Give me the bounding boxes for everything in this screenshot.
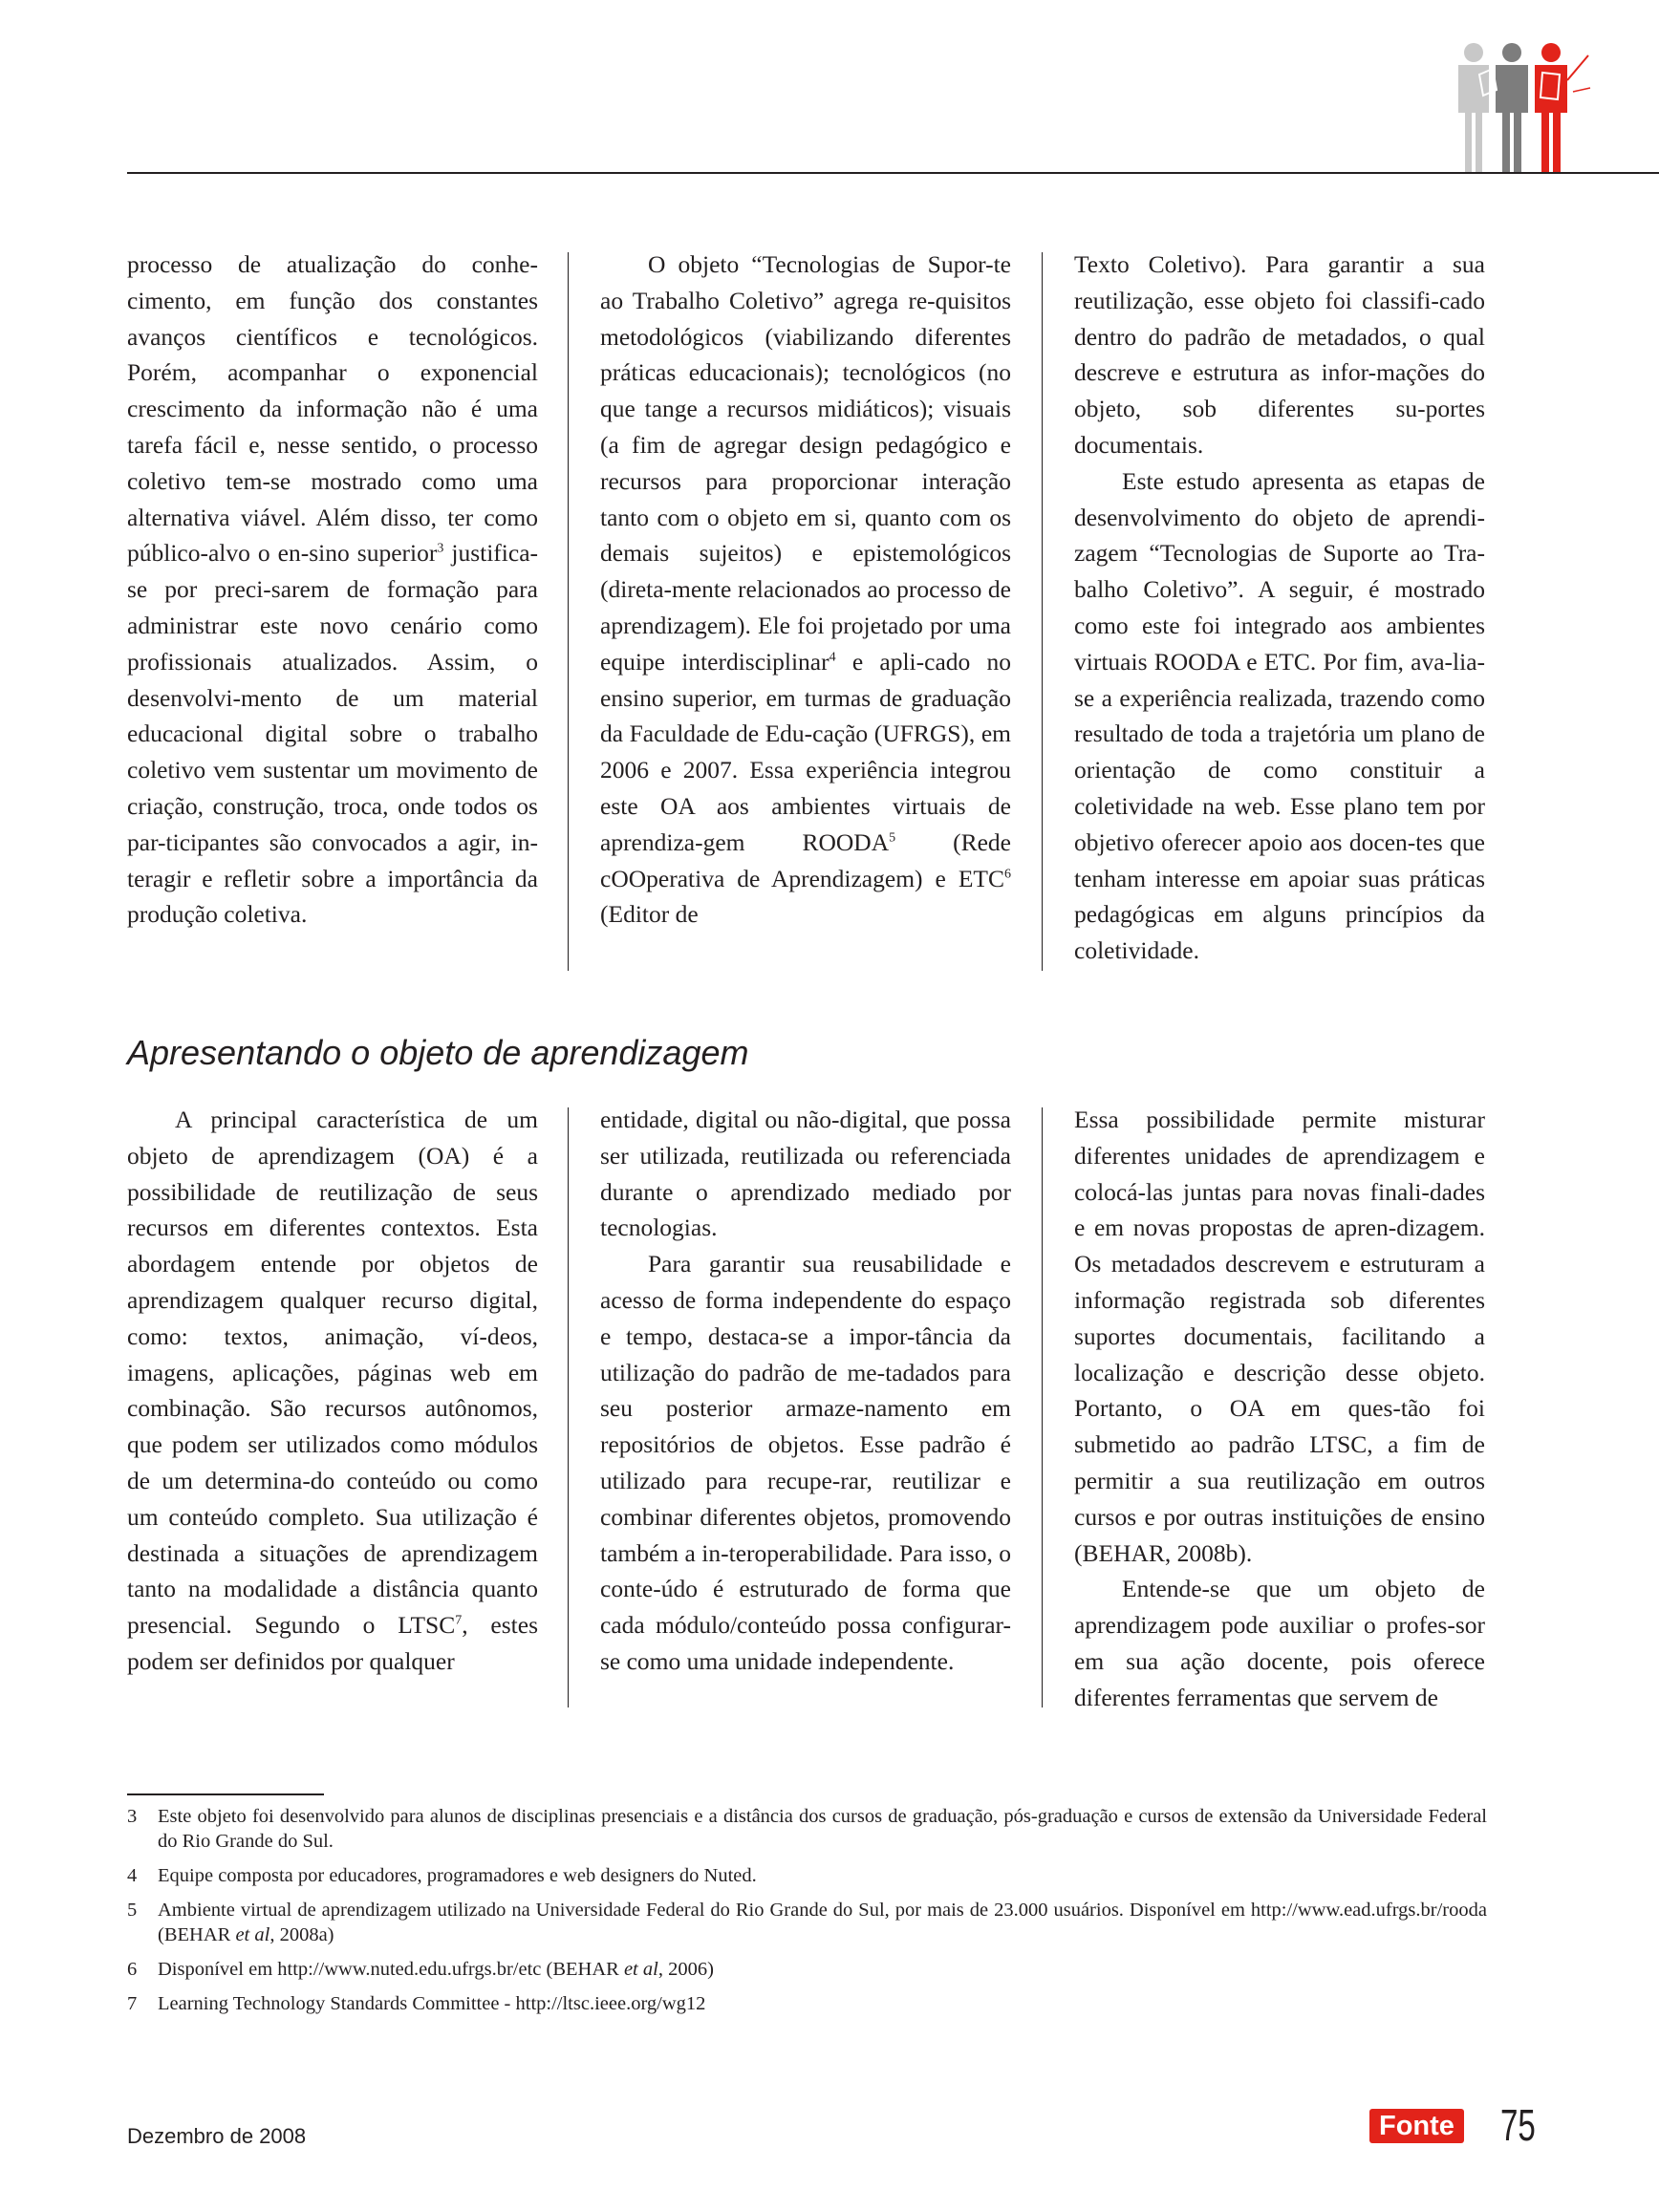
text-run: Learning Technology Standards Committee - http://ltsc.ieee.org/wg12 (158, 1993, 706, 2014)
text-column-bottom-1 (127, 1102, 538, 1680)
header-rule (127, 172, 1659, 174)
footnote-text (158, 1991, 1487, 2016)
text-column-top-1 (127, 247, 538, 933)
footnote-text (158, 1863, 1487, 1888)
text-run: Disponível em http://www.nuted.edu.ufrgs.br/etc (BEHAR (158, 1959, 624, 1980)
text-run: Essa possibilidade permite misturar diferentes unidades de aprendizagem e colocá-las juntas para novas finali-dades e em novas propostas de apren-dizagem. Os metadados descrevem e estruturam a informação registrada sob diferentes suportes documentais, facilitando a localização e descrição desse objeto. Portanto, o OA em ques-tão foi submetido ao padrão LTSC, a fim de permitir a sua reutilização em outros cursos e por outras instituições de ensino (BEHAR, 2008b). (1074, 1106, 1485, 1567)
text-run: O objeto “Tecnologias de Supor-te ao Trabalho Coletivo” agrega re-quisitos metodológicos (viabilizando diferentes práticas educacionais); tecnológicos (no que tange a recursos midiáticos); visuais (a fim de agregar design pedagógico e recursos para proporcionar interação tanto com o objeto em si, quanto com os demais sujeitos) e epistemológicos (direta-mente relacionados ao processo de aprendizagem). Ele foi projetado por uma equipe interdisciplinar (600, 250, 1011, 676)
footnote (127, 1991, 1487, 2016)
text-run: , estes podem ser definidos por qualquer (127, 1611, 538, 1675)
footnote-number: 4 (127, 1865, 138, 1886)
footnote-ref: 4 (829, 650, 836, 665)
text-run: Este estudo apresenta as etapas de desenvolvimento do objeto de aprendi-zagem “Tecnologias de Suporte ao Tra-balho Coletivo”. A seguir, é mostrado como este foi integrado aos ambientes virtuais ROODA e ETC. Por fim, ava-lia-se a experiência realizada, trazendo como resultado de toda a trajetória um plano de orientação de como constituir a coletividade na web. Esse plano tem por objetivo oferecer apoio aos docen-tes que tenham interesse em apoiar suas práticas pedagógicas em alguns princípios da coletividade. (1074, 466, 1485, 965)
text-column-top-2 (600, 247, 1011, 933)
text-run: Para garantir sua reusabilidade e acesso de forma independente do espaço e tempo, destaca-se a impor-tância da utilização do padrão de me-tadados para seu posterior armaze-namento em repositórios de objetos. Esse padrão é utilizado para recupe-rar, reutilizar e combinar diferentes objetos, promovendo também a in-teroperabilidade. Para isso, o conte-údo é estruturado de forma que cada módulo/conteúdo possa configurar-se como uma unidade independente. (600, 1250, 1011, 1675)
paragraph (1074, 247, 1485, 463)
footnote-rule (127, 1793, 324, 1795)
emphasis-text: et al (235, 1924, 270, 1945)
footnote (127, 1863, 1487, 1888)
paragraph (1074, 1571, 1485, 1715)
text-run: e apli-cado no ensino superior, em turmas de graduação da Faculdade de Edu-cação (UFRGS), em 2006 e 2007. Essa experiência integrou este OA aos ambientes virtuais de aprendiza-gem ROODA (600, 647, 1012, 856)
footnote-number: 5 (127, 1900, 138, 1921)
paragraph (600, 1246, 1011, 1680)
footer-date: Dezembro de 2008 (127, 2124, 307, 2148)
footnote-text (158, 1804, 1487, 1854)
footnote-number: 3 (127, 1806, 138, 1827)
footnote-text (158, 1898, 1487, 1947)
text-column-bottom-3 (1074, 1102, 1485, 1716)
text-run: (Rede cOOperativa de Aprendizagem) e ETC (600, 827, 1011, 892)
text-run: Texto Coletivo). Para garantir a sua reutilização, esse objeto foi classifi-cado dentro do padrão de metadados, o qual descreve e estrutura as infor-mações do objeto, sob diferentes su-portes documentais. (1074, 250, 1485, 459)
paragraph (1074, 1102, 1485, 1571)
paragraph (127, 247, 538, 933)
emphasis-text: et al (623, 1959, 658, 1980)
column-divider (1042, 1107, 1043, 1707)
text-run: entidade, digital ou não-digital, que possa ser utilizada, reutilizada ou referenciada durante o aprendizado mediado por tecnologias. (600, 1106, 1011, 1242)
magazine-badge: Fonte (1369, 2109, 1464, 2143)
footnote (127, 1957, 1487, 1982)
footnote (127, 1804, 1487, 1854)
column-divider (1042, 252, 1043, 971)
text-run: (Editor de (600, 900, 699, 929)
footnote-ref: 7 (455, 1613, 463, 1628)
paragraph (600, 1102, 1011, 1246)
footnote-ref: 3 (437, 541, 444, 556)
section-heading: Apresentando o objeto de aprendizagem (127, 1033, 749, 1072)
column-divider (568, 1107, 569, 1707)
footnote-text (158, 1957, 1487, 1982)
text-column-bottom-2 (600, 1102, 1011, 1680)
text-run: processo de atualização do conhe-cimento, em função dos constantes avanços científicos e tecnológicos. Porém, acompanhar o exponencial crescimento da informação não é uma tarefa fácil e, nesse sentido, o processo coletivo tem-se mostrado como uma alternativa viável. Além disso, ter como público-alvo o en-sino superior (127, 250, 538, 568)
footnote-ref: 6 (1004, 867, 1011, 882)
text-run: , 2006) (657, 1959, 714, 1980)
footnotes (127, 1804, 1487, 2026)
footnote-number: 6 (127, 1959, 138, 1980)
text-column-top-3 (1074, 247, 1485, 969)
text-run: , 2008a) (269, 1924, 334, 1945)
paragraph (1074, 463, 1485, 969)
text-run: Ambiente virtual de aprendizagem utilizado na Universidade Federal do Rio Grande do Sul, por mais de 23.000 usuários. Disponível em http://www.ead.ufrgs.br/rooda (BEHAR (158, 1900, 1487, 1945)
footnote-ref: 5 (889, 830, 896, 846)
text-run: Este objeto foi desenvolvido para alunos de disciplinas presenciais e a distância dos cursos de graduação, pós-graduação e cursos de extensão da Universidade Federal do Rio Grande do Sul. (158, 1806, 1487, 1852)
column-divider (568, 252, 569, 971)
footnote-number: 7 (127, 1993, 138, 2014)
text-run: A principal característica de um objeto de aprendizagem (OA) é a possibilidade de reutilização de seus recursos em diferentes contextos. Esta abordagem entende por objetos de aprendizagem qualquer recurso digital, como: textos, animação, ví-deos, imagens, aplicações, páginas web em combinação. São recursos autônomos, que podem ser utilizados como módulos de um determina-do conteúdo ou como um conteúdo completo. Sua utilização é destinada a situações de aprendizagem tanto na modalidade a distância quanto presencial. Segundo o LTSC (127, 1106, 538, 1640)
three-people-logo-icon (1451, 42, 1594, 172)
text-run: Entende-se que um objeto de aprendizagem pode auxiliar o profes-sor em sua ação docente, pois oferece diferentes ferramentas que servem de (1074, 1575, 1485, 1711)
paragraph (127, 1102, 538, 1680)
text-run: justifica-se por preci-sarem de formação para administrar este novo cenário como profissionais atualizados. Assim, o desenvolvi-mento de um material educacional digital sobre o trabalho coletivo vem sustentar um movimento de criação, construção, troca, onde todos os par-ticipantes são convocados a agir, in-teragir e refletir sobre a importância da produção coletiva. (127, 539, 538, 929)
page-number: 75 (1500, 2100, 1536, 2150)
text-run: Equipe composta por educadores, programadores e web designers do Nuted. (158, 1865, 757, 1886)
footnote (127, 1898, 1487, 1947)
paragraph (600, 247, 1011, 933)
